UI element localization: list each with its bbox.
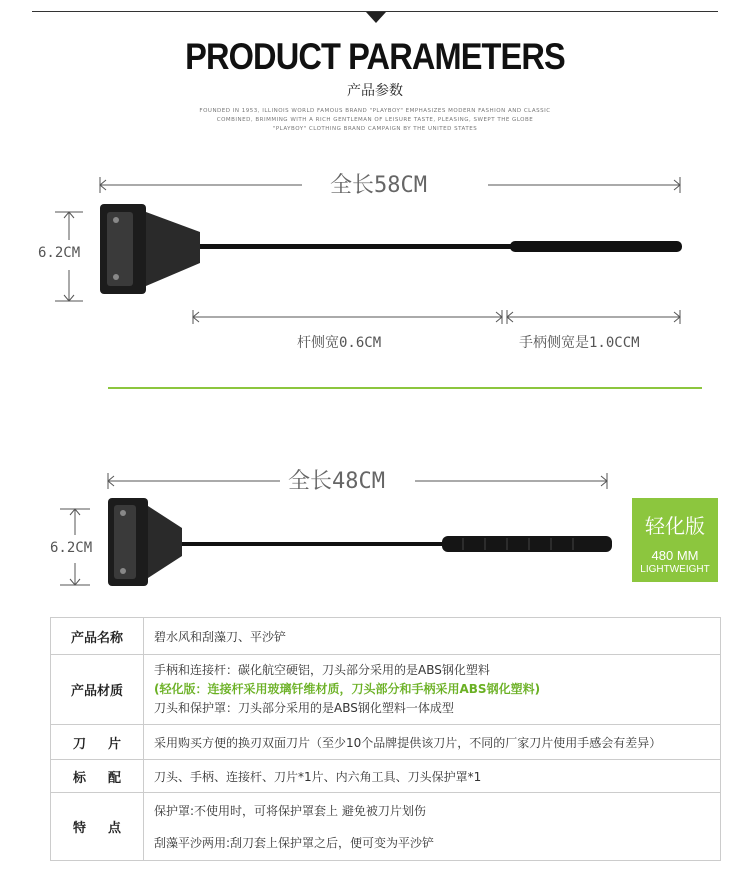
row-value [144,793,721,861]
spec-table [50,617,721,861]
row-value: 刀头、手柄、连接杆、刀片*1片、内六角工具、刀头保护罩*1 [144,760,721,793]
handle-width-label: 手柄侧宽是1.0CCM [519,335,640,351]
handle [510,241,682,252]
handle [442,536,612,552]
row-value: 采用购买方便的换刃双面刀片（至少10个品牌提供该刀片，不同的厂家刀片使用手感会有差异） [144,725,721,760]
scraper-head [100,204,200,294]
scraper-head [108,498,182,586]
table-row [51,655,721,725]
page-subtitle: 产品参数 [347,83,403,99]
total-length-label: 全长48CM [288,469,385,494]
badge-title: 轻化版 [645,514,705,538]
row-label: 产品名称 [51,618,144,655]
table-row [51,793,721,861]
fine-print: "PLAYBOY" CLOTHING BRAND CAMPAIGN BY THE UNITED STATES [272,126,478,132]
row-value [144,655,721,725]
head-height-label: 6.2CM [50,540,93,556]
rod-width-label: 杆侧宽0.6CM [297,335,382,351]
lightweight-badge [632,498,718,582]
fine-print: COMBINED, BRIMMING WITH A RICH GENTLEMAN OF LEISURE TASTE, PLEASING, SWEPT THE GLOBE [216,117,534,123]
badge-size: 480 MM [651,548,699,563]
feature-line: 刮藻平沙两用:刮刀套上保护罩之后，便可变为平沙铲 [154,835,435,850]
connecting-rod [200,244,512,249]
table-row [51,725,721,760]
page-title: PRODUCT PARAMETERS [185,36,565,77]
connecting-rod [182,542,444,546]
section-divider [108,387,702,389]
material-line: 刀头和保护罩：刀头部分采用的是ABS钢化塑料一体成型 [154,701,454,715]
feature-line: 保护罩:不使用时，可将保护罩套上 避免被刀片划伤 [154,803,426,818]
badge-note: LIGHTWEIGHT [640,564,710,575]
row-label: 特点 [51,793,144,861]
table-row [51,760,721,793]
down-triangle-icon [366,12,386,23]
head-height-label: 6.2CM [38,245,81,261]
material-line-highlight: (轻化版：连接杆采用玻璃钎维材质，刀头部分和手柄采用ABS钢化塑料) [154,682,541,696]
total-length-label: 全长58CM [330,173,427,198]
material-line: 手柄和连接杆：碳化航空硬铝，刀头部分采用的是ABS钢化塑料 [154,663,490,677]
row-value: 碧水风和刮藻刀、平沙铲 [144,618,721,655]
row-label: 产品材质 [51,655,144,725]
row-label: 刀片 [51,725,144,760]
fine-print: FOUNDED IN 1953, ILLINOIS WORLD FAMOUS BRAND "PLAYBOY" EMPHASIZES MODERN FASHION AND CLASSIC [199,108,551,114]
row-label: 标配 [51,760,144,793]
table-row [51,618,721,655]
